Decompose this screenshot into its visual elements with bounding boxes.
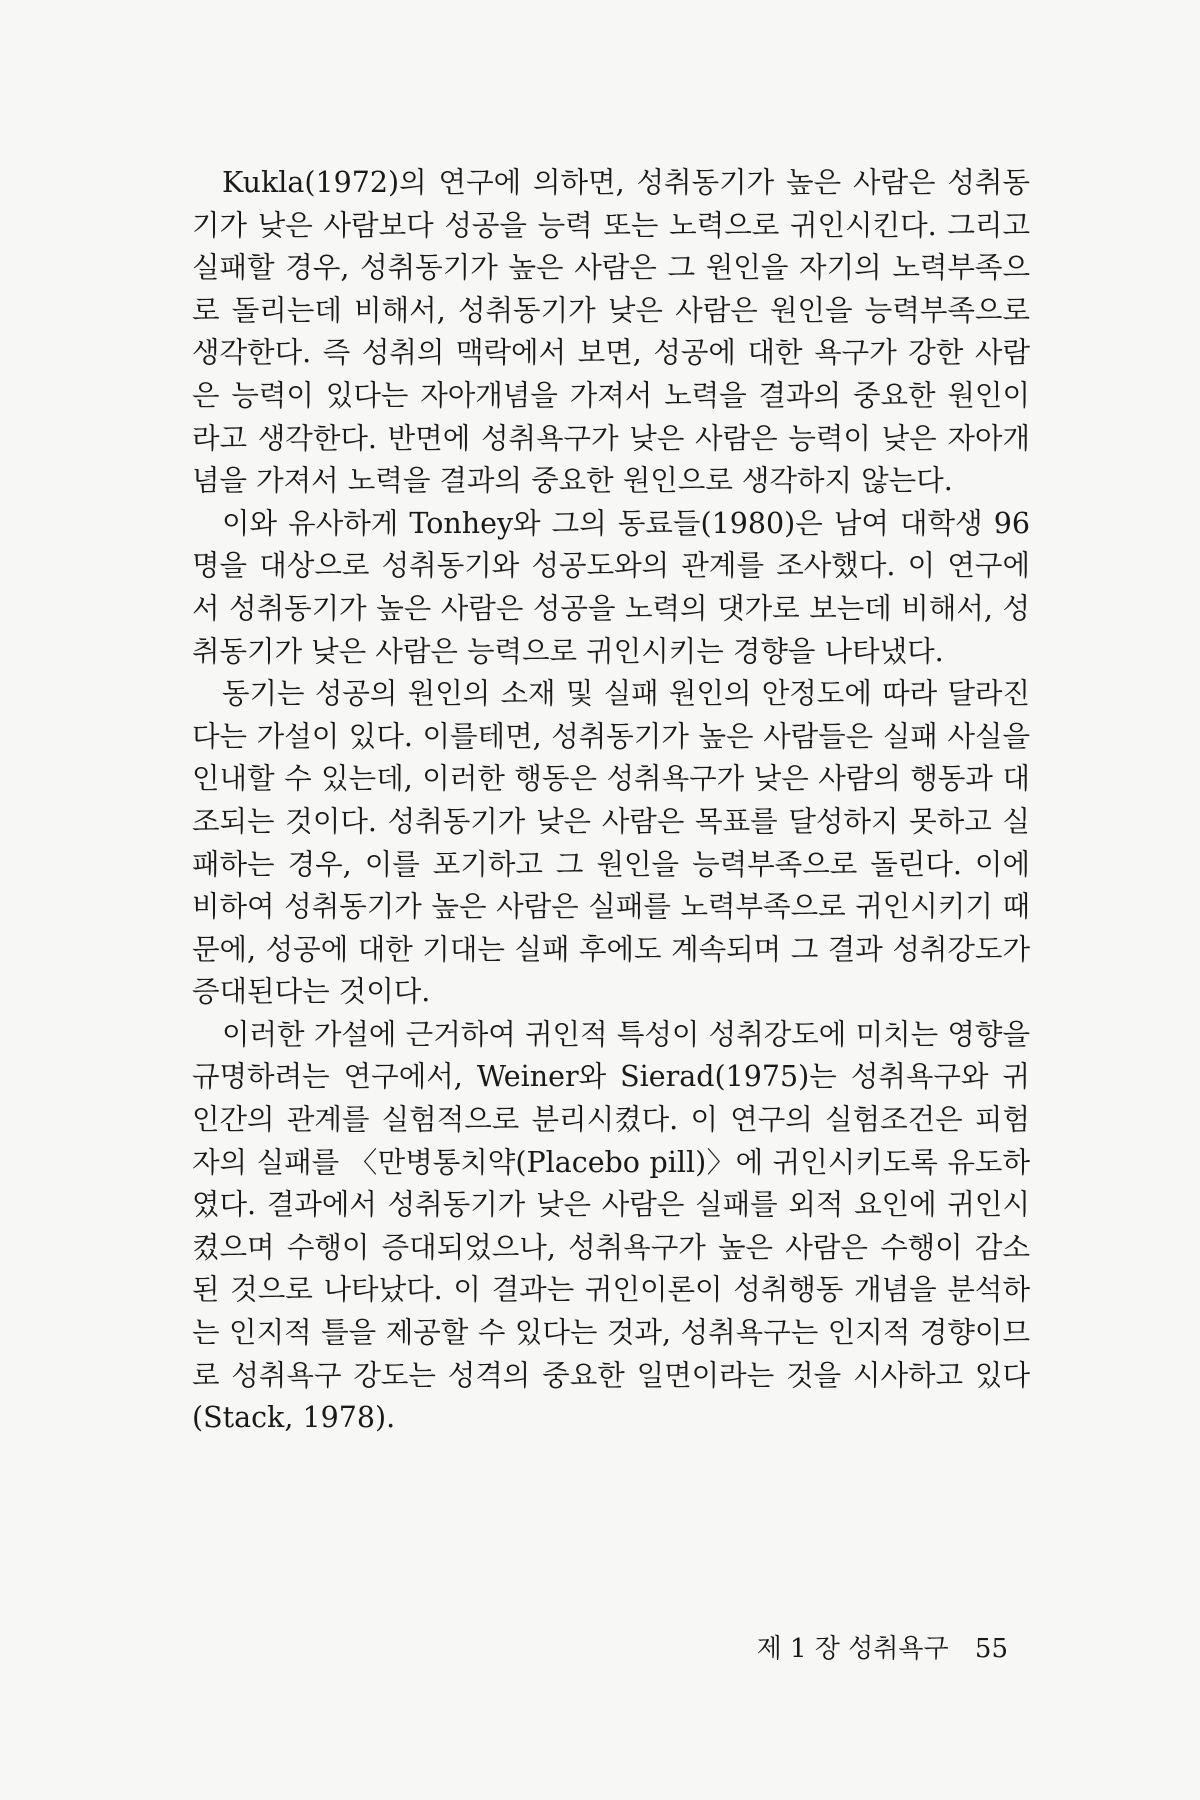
running-footer (748, 1632, 1008, 1666)
chapter-title: 제 1 장 성취욕구 (756, 1634, 949, 1664)
page-number: 55 (974, 1634, 1008, 1664)
body-text (192, 162, 1030, 1440)
paragraph: 이러한 가설에 근거하여 귀인적 특성이 성취강도에 미치는 영향을 규명하려는 연구에서, Weiner와 Sierad(1975)는 성취욕구와 귀인간의 관계를 실험적으로 분리시켰다. 이 연구의 실험조건은 피험자의 실패를 〈만병통치약(Placebo pill)〉에 귀인시키도록 유도하였다. 결과에서 성취동기가 낮은 사람은 실패를 외적 요인에 귀인시켰으며 수행이 증대되었으나, 성취욕구가 높은 사람은 수행이 감소된 것으로 나타났다. 이 결과는 귀인이론이 성취행동 개념을 분석하는 인지적 틀을 제공할 수 있다는 것과, 성취욕구는 인지적 경향이므로 성취욕구 강도는 성격의 중요한 일면이라는 것을 시사하고 있다(Stack, 1978). (192, 1017, 1030, 1435)
paragraph: 이와 유사하게 Tonhey와 그의 동료들(1980)은 남여 대학생 96명을 대상으로 성취동기와 성공도와의 관계를 조사했다. 이 연구에서 성취동기가 높은 사람은 성공을 노력의 댓가로 보는데 비해서, 성취동기가 낮은 사람은 능력으로 귀인시키는 경향을 나타냈다. (192, 506, 1030, 668)
paragraph: 동기는 성공의 원인의 소재 및 실패 원인의 안정도에 따라 달라진다는 가설이 있다. 이를테면, 성취동기가 높은 사람들은 실패 사실을 인내할 수 있는데, 이러한 행동은 성취욕구가 낮은 사람의 행동과 대조되는 것이다. 성취동기가 낮은 사람은 목표를 달성하지 못하고 실패하는 경우, 이를 포기하고 그 원인을 능력부족으로 돌린다. 이에 비하여 성취동기가 높은 사람은 실패를 노력부족으로 귀인시키기 때문에, 성공에 대한 기대는 실패 후에도 계속되며 그 결과 성취강도가 증대된다는 것이다. (192, 677, 1030, 1009)
paragraph: Kukla(1972)의 연구에 의하면, 성취동기가 높은 사람은 성취동기가 낮은 사람보다 성공을 능력 또는 노력으로 귀인시킨다. 그리고 실패할 경우, 성취동기가 높은 사람은 그 원인을 자기의 노력부족으로 돌리는데 비해서, 성취동기가 낮은 사람은 원인을 능력부족으로 생각한다. 즉 성취의 맥락에서 보면, 성공에 대한 욕구가 강한 사람은 능력이 있다는 자아개념을 가져서 노력을 결과의 중요한 원인이라고 생각한다. 반면에 성취욕구가 낮은 사람은 능력이 낮은 자아개념을 가져서 노력을 결과의 중요한 원인으로 생각하지 않는다. (192, 166, 1030, 498)
